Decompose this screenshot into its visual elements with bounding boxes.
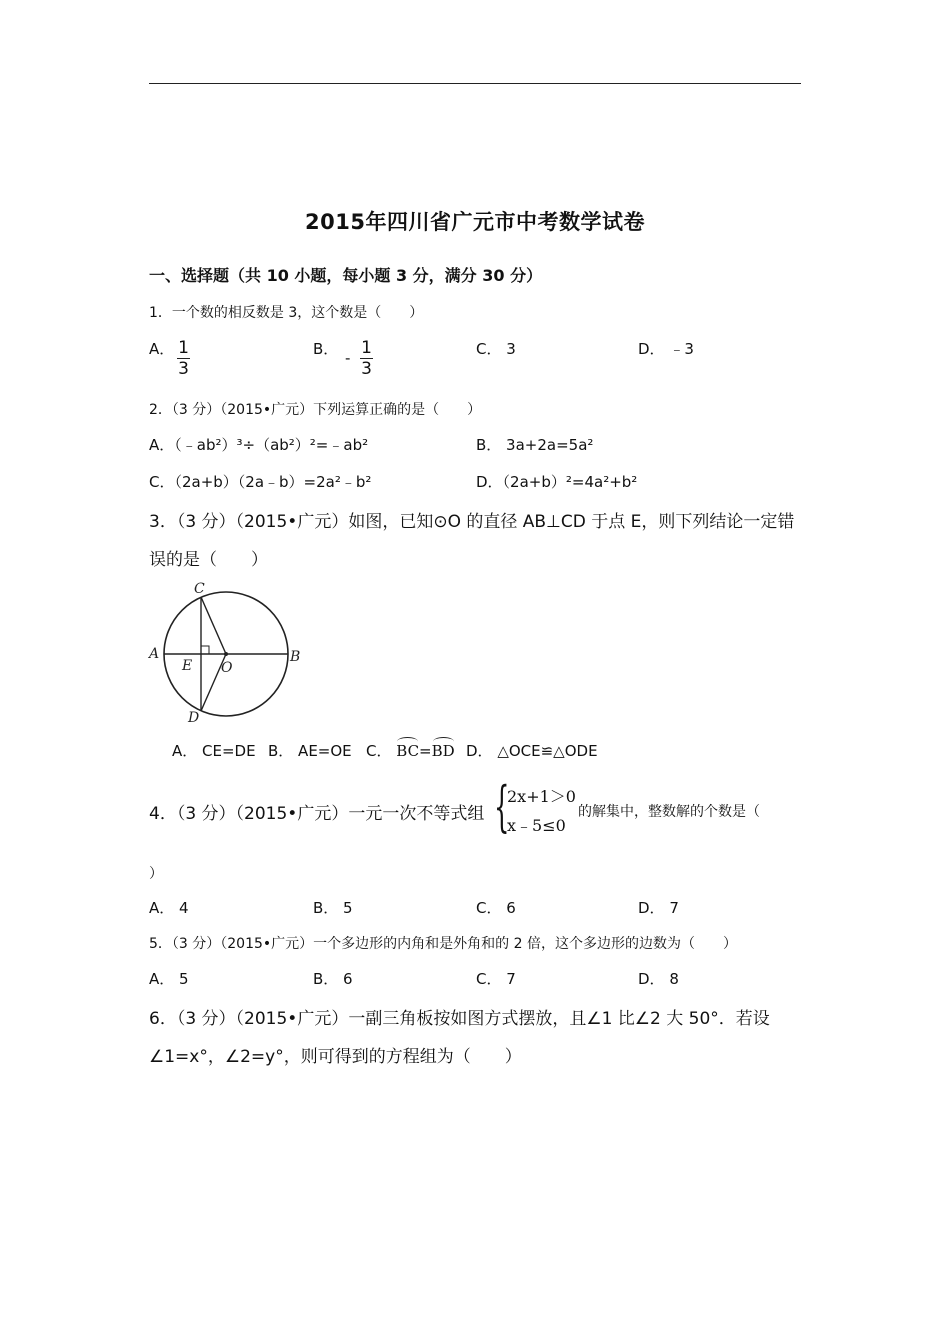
q3-stem-line1: 3．（3 分）（2015•广元）如图，已知⊙O 的直径 AB⊥CD 于点 E，则下列结论一定错: [149, 512, 795, 532]
header-rule: [149, 83, 801, 84]
q4-inequality-2: x﹣5≤0: [507, 816, 566, 835]
label-b: B: [290, 649, 301, 665]
q1-option-b-label: B．: [313, 340, 339, 358]
q4-option-d: D． 7: [638, 899, 679, 917]
q4-stem-pre: 4．（3 分）（2015•广元）一元一次不等式组: [149, 804, 485, 824]
q2-option-a: A．（﹣ab²）³÷（ab²）²=﹣ab²: [149, 436, 369, 454]
radius-oc: [201, 597, 226, 654]
q4-stem-close: ）: [149, 866, 163, 882]
label-a: A: [149, 646, 160, 662]
label-c: C: [194, 581, 205, 597]
section-heading: 一、选择题（共 10 小题，每小题 3 分，满分 30 分）: [149, 266, 543, 285]
q4-inequality-1: 2x+1＞0: [507, 787, 576, 806]
q1-option-a-fraction: [177, 339, 190, 378]
label-d: D: [188, 710, 200, 726]
arc-bd: BD: [431, 742, 455, 760]
label-e: E: [182, 658, 193, 674]
q4-option-b: B． 5: [313, 899, 353, 917]
q3-option-c: [366, 740, 455, 761]
q1-stem: 1．一个数的相反数是 3，这个数是（ ）: [149, 305, 424, 321]
center-point: [224, 652, 228, 656]
q5-option-b: B． 6: [313, 970, 353, 988]
arc-equals: =: [419, 742, 432, 760]
page-title: 2015年四川省广元市中考数学试卷: [305, 210, 645, 234]
system-brace: {: [494, 775, 510, 838]
q2-option-b: B． 3a+2a=5a²: [476, 436, 594, 454]
q2-stem: 2．（3 分）（2015•广元）下列运算正确的是（ ）: [149, 402, 482, 418]
q1-option-a-label: A．: [149, 340, 175, 358]
q2-option-d: D．（2a+b）²=4a²+b²: [476, 473, 638, 491]
q3-option-a: A． CE=DE: [172, 742, 256, 760]
q5-stem: 5．（3 分）（2015•广元）一个多边形的内角和是外角和的 2 倍，这个多边形的边数为（ ）: [149, 936, 737, 952]
q6-stem-line2: ∠1=x°，∠2=y°，则可得到的方程组为（ ）: [149, 1047, 522, 1067]
q6-stem-line1: 6．（3 分）（2015•广元）一副三角板按如图方式摆放，且∠1 比∠2 大 50°．若设: [149, 1009, 770, 1029]
q5-option-a: A． 5: [149, 970, 189, 988]
arc-bc: BC: [396, 742, 420, 760]
q1-option-b-sign: -: [345, 349, 351, 367]
fraction-numerator: 1: [178, 338, 189, 358]
q5-option-d: D． 8: [638, 970, 679, 988]
q2-option-c: C．（2a+b）（2a﹣b）=2a²﹣b²: [149, 473, 372, 491]
q3-option-b: B． AE=OE: [268, 742, 352, 760]
q3-option-c-label: C．: [366, 742, 392, 760]
fraction-denominator: 3: [178, 359, 189, 379]
q3-option-d: D． △OCE≌△ODE: [466, 742, 598, 760]
q4-option-c: C． 6: [476, 899, 516, 917]
q3-stem-line2: 误的是（ ）: [149, 550, 268, 570]
q3-circle-figure: [140, 576, 310, 726]
q1-option-b-fraction: [360, 339, 373, 378]
q1-option-d: D． ﹣3: [638, 340, 694, 358]
label-o: O: [221, 660, 233, 676]
q4-stem-post: 的解集中，整数解的个数是（: [578, 804, 760, 820]
q5-option-c: C． 7: [476, 970, 516, 988]
q1-option-c: C． 3: [476, 340, 516, 358]
fraction-denominator: 3: [361, 359, 372, 379]
q4-option-a: A． 4: [149, 899, 189, 917]
fraction-numerator: 1: [361, 338, 372, 358]
right-angle-mark: [201, 646, 209, 654]
